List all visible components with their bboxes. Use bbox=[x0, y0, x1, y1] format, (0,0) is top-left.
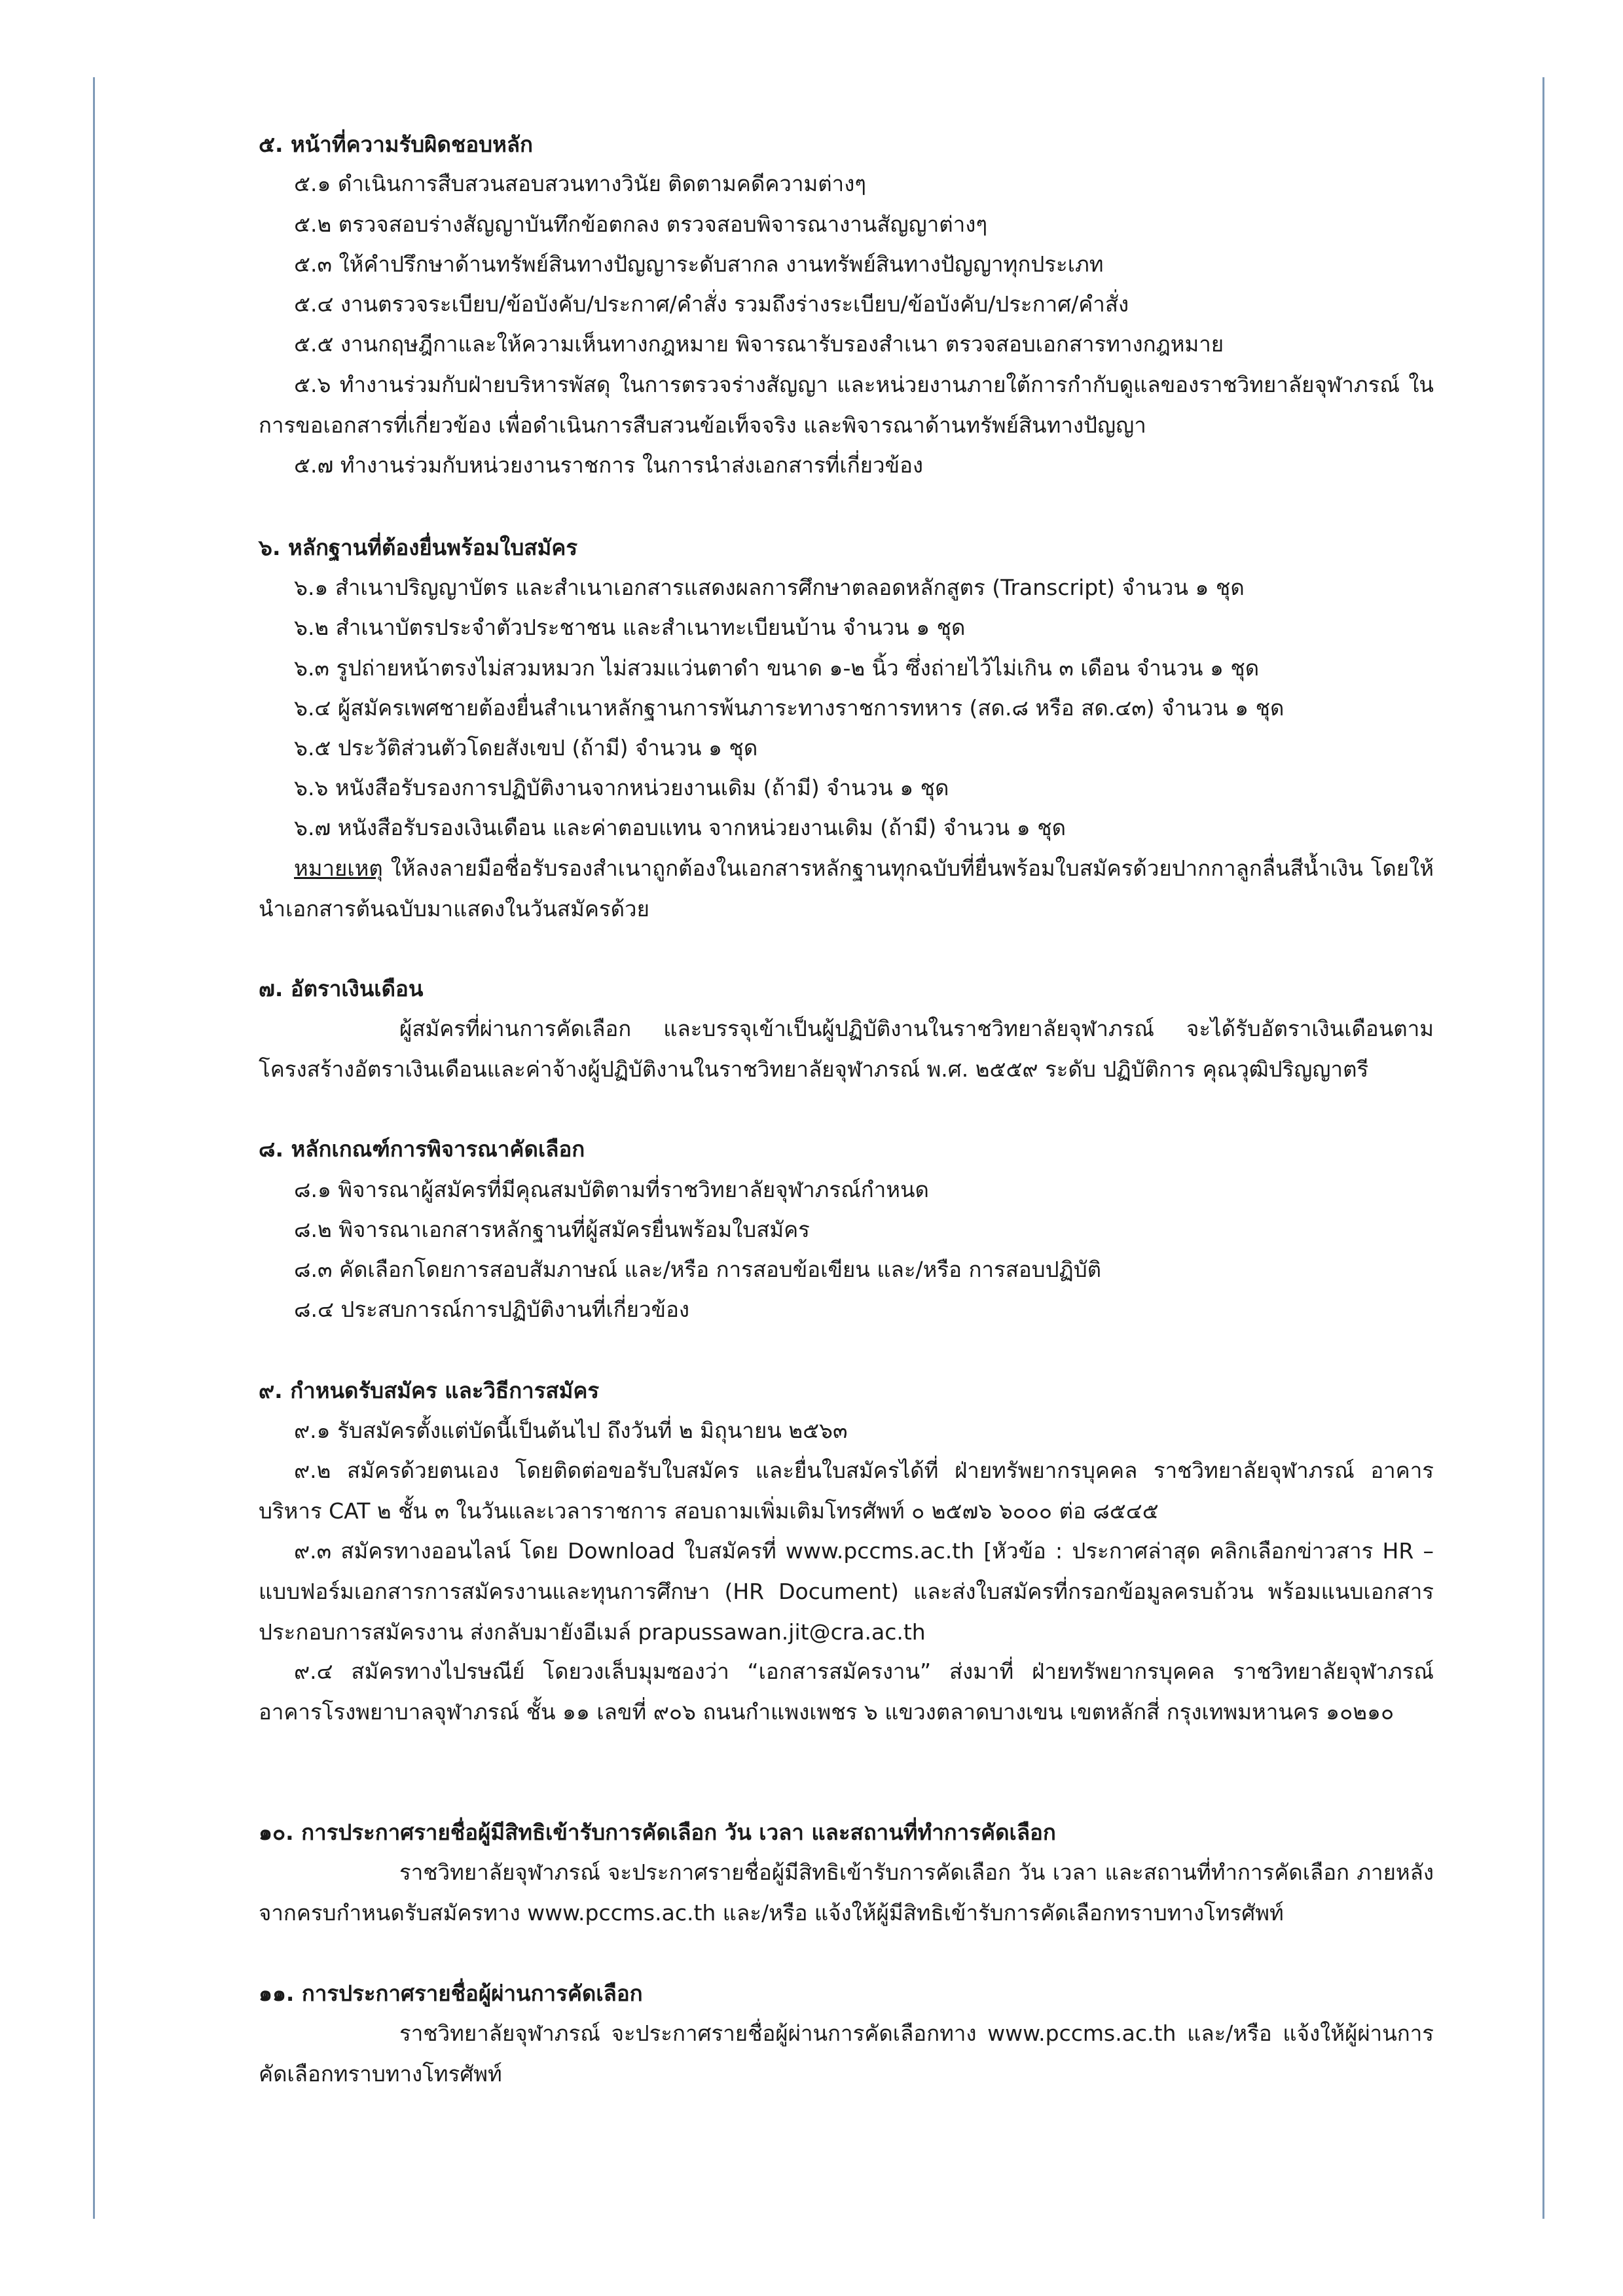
list-item: ๕.๓ ให้คำปรึกษาด้านทรัพย์สินทางปัญญาระดับสากล งานทรัพย์สินทางปัญญาทุกประเภท bbox=[294, 251, 1104, 277]
left-margin-rule bbox=[93, 77, 95, 2219]
list-item: ๙.๑ รับสมัครตั้งแต่บัดนี้เป็นต้นไป ถึงวันที่ ๒ มิถุนายน ๒๕๖๓ bbox=[294, 1418, 848, 1443]
section-5-heading: ๕. หน้าที่ความรับผิดชอบหลัก bbox=[259, 132, 534, 157]
section-11-text: ราชวิทยาลัยจุฬาภรณ์ จะประกาศรายชื่อผู้ผ่านการคัดเลือกทาง www.pccms.ac.th และ/หรือ แจ้งให้ผู้ผ่านการคัดเลือกทราบทางโทรศัพท์ bbox=[259, 2020, 1434, 2087]
section-7-text: ผู้สมัครที่ผ่านการคัดเลือก และบรรจุเข้าเป็นผู้ปฏิบัติงานในราชวิทยาลัยจุฬาภรณ์ จะได้รับอัตราเงินเดือนตามโครงสร้างอัตราเงินเดือนและค่าจ้างผู้ปฏิบัติงานในราชวิทยาลัยจุฬาภรณ์ พ.ศ. ๒๕๕๙ ระดับ ปฏิบัติการ คุณวุฒิปริญญาตรี bbox=[259, 1016, 1434, 1082]
section-7-heading: ๗. อัตราเงินเดือน bbox=[259, 976, 424, 1001]
note-paragraph bbox=[259, 848, 1434, 929]
list-item: ๙.๔ สมัครทางไปรษณีย์ โดยวงเล็บมุมซองว่า “เอกสารสมัครงาน” ส่งมาที่ ฝ่ายทรัพยากรบุคคล ราชวิทยาลัยจุฬาภรณ์ อาคารโรงพยาบาลจุฬาภรณ์ ชั้น ๑๑ เลขที่ ๙๐๖ ถนนกำแพงเพชร ๖ แขวงตลาดบางเขน เขตหลักสี่ กรุงเทพมหานคร ๑๐๒๑๐ bbox=[259, 1659, 1434, 1725]
list-item: ๕.๕ งานกฤษฎีกาและให้ความเห็นทางกฎหมาย พิจารณารับรองสำเนา ตรวจสอบเอกสารทางกฎหมาย bbox=[294, 331, 1224, 357]
note-text: ให้ลงลายมือชื่อรับรองสำเนาถูกต้องในเอกสารหลักฐานทุกฉบับที่ยื่นพร้อมใบสมัครด้วยปากกาลูกลื่นสีน้ำเงิน โดยให้นำเอกสารต้นฉบับมาแสดงในวันสมัครด้วย bbox=[259, 855, 1434, 922]
list-item: ๖.๔ ผู้สมัครเพศชายต้องยื่นสำเนาหลักฐานการพ้นภาระทางราชการทหาร (สด.๘ หรือ สด.๔๓) จำนวน ๑ ชุด bbox=[294, 695, 1285, 721]
list-item: ๖.๑ สำเนาปริญญาบัตร และสำเนาเอกสารแสดงผลการศึกษาตลอดหลักสูตร (Transcript) จำนวน ๑ ชุด bbox=[294, 575, 1245, 600]
note-label: หมายเหตุ bbox=[294, 855, 383, 881]
list-item: ๘.๑ พิจารณาผู้สมัครที่มีคุณสมบัติตามที่ราชวิทยาลัยจุฬาภรณ์กำหนด bbox=[294, 1177, 929, 1202]
list-item: ๕.๑ ดำเนินการสืบสวนสอบสวนทางวินัย ติดตามคดีความต่างๆ bbox=[294, 171, 867, 196]
section-10-text: ราชวิทยาลัยจุฬาภรณ์ จะประกาศรายชื่อผู้มีสิทธิเข้ารับการคัดเลือก วัน เวลา และสถานที่ทำการคัดเลือก ภายหลังจากครบกำหนดรับสมัครทาง www.pccms.ac.th และ/หรือ แจ้งให้ผู้มีสิทธิเข้ารับการคัดเลือกทราบทางโทรศัพท์ bbox=[259, 1859, 1434, 1926]
list-item: ๘.๒ พิจารณาเอกสารหลักฐานที่ผู้สมัครยื่นพร้อมใบสมัคร bbox=[294, 1217, 810, 1242]
list-item: ๙.๓ สมัครทางออนไลน์ โดย Download ใบสมัครที่ www.pccms.ac.th [หัวข้อ : ประกาศล่าสุด คลิกเลือกข่าวสาร HR – แบบฟอร์มเอกสารการสมัครงานและทุนการศึกษา (HR Document) และส่งใบสมัครที่กรอกข้อมูลครบถ้วน พร้อมแนบเอกสารประกอบการสมัครงาน ส่งกลับมายังอีเมล์ prapussawan.jit@cra.ac.th bbox=[259, 1538, 1434, 1645]
list-item: ๖.๒ สำเนาบัตรประจำตัวประชาชน และสำเนาทะเบียนบ้าน จำนวน ๑ ชุด bbox=[294, 615, 966, 640]
right-margin-rule bbox=[1542, 77, 1544, 2219]
section-11-heading: ๑๑. การประกาศรายชื่อผู้ผ่านการคัดเลือก bbox=[259, 1981, 643, 2006]
section-10-heading: ๑๐. การประกาศรายชื่อผู้มีสิทธิเข้ารับการคัดเลือก วัน เวลา และสถานที่ทำการคัดเลือก bbox=[259, 1820, 1056, 1845]
list-item: ๖.๕ ประวัติส่วนตัวโดยสังเขป (ถ้ามี) จำนวน ๑ ชุด bbox=[294, 735, 758, 761]
list-item: ๕.๗ ทำงานร่วมกับหน่วยงานราชการ ในการนำส่งเอกสารที่เกี่ยวข้อง bbox=[294, 452, 924, 478]
list-item: ๖.๓ รูปถ่ายหน้าตรงไม่สวมหมวก ไม่สวมแว่นตาดำ ขนาด ๑-๒ นิ้ว ซึ่งถ่ายไว้ไม่เกิน ๓ เดือน จำนวน ๑ ชุด bbox=[294, 655, 1260, 681]
section-9-heading: ๙. กำหนดรับสมัคร และวิธีการสมัคร bbox=[259, 1378, 600, 1403]
list-item: ๘.๓ คัดเลือกโดยการสอบสัมภาษณ์ และ/หรือ การสอบข้อเขียน และ/หรือ การสอบปฏิบัติ bbox=[294, 1257, 1102, 1282]
list-item: ๘.๔ ประสบการณ์การปฏิบัติงานที่เกี่ยวข้อง bbox=[294, 1297, 690, 1322]
list-item: ๖.๖ หนังสือรับรองการปฏิบัติงานจากหน่วยงานเดิม (ถ้ามี) จำนวน ๑ ชุด bbox=[294, 775, 949, 800]
list-item: ๙.๒ สมัครด้วยตนเอง โดยติดต่อขอรับใบสมัคร และยื่นใบสมัครได้ที่ ฝ่ายทรัพยากรบุคคล ราชวิทยาลัยจุฬาภรณ์ อาคารบริหาร CAT ๒ ชั้น ๓ ในวันและเวลาราชการ สอบถามเพิ่มเติมโทรศัพท์ ๐ ๒๕๗๖ ๖๐๐๐ ต่อ ๘๕๔๕ bbox=[259, 1458, 1434, 1524]
list-item: ๕.๔ งานตรวจระเบียบ/ข้อบังคับ/ประกาศ/คำสั่ง รวมถึงร่างระเบียบ/ข้อบังคับ/ประกาศ/คำสั่ง bbox=[294, 291, 1129, 317]
section-8-heading: ๘. หลักเกณฑ์การพิจารณาคัดเลือก bbox=[259, 1136, 585, 1162]
section-6-heading: ๖. หลักฐานที่ต้องยื่นพร้อมใบสมัคร bbox=[259, 535, 578, 560]
list-item: ๕.๖ ทำงานร่วมกับฝ่ายบริหารพัสดุ ในการตรวจร่างสัญญา และหน่วยงานภายใต้การกำกับดูแลของราชวิทยาลัยจุฬาภรณ์ ในการขอเอกสารที่เกี่ยวข้อง เพื่อดำเนินการสืบสวนข้อเท็จจริง และพิจารณาด้านทรัพย์สินทางปัญญา bbox=[259, 372, 1434, 438]
list-item: ๕.๒ ตรวจสอบร่างสัญญาบันทึกข้อตกลง ตรวจสอบพิจารณางานสัญญาต่างๆ bbox=[294, 211, 988, 237]
list-item: ๖.๗ หนังสือรับรองเงินเดือน และค่าตอบแทน จากหน่วยงานเดิม (ถ้ามี) จำนวน ๑ ชุด bbox=[294, 815, 1067, 840]
